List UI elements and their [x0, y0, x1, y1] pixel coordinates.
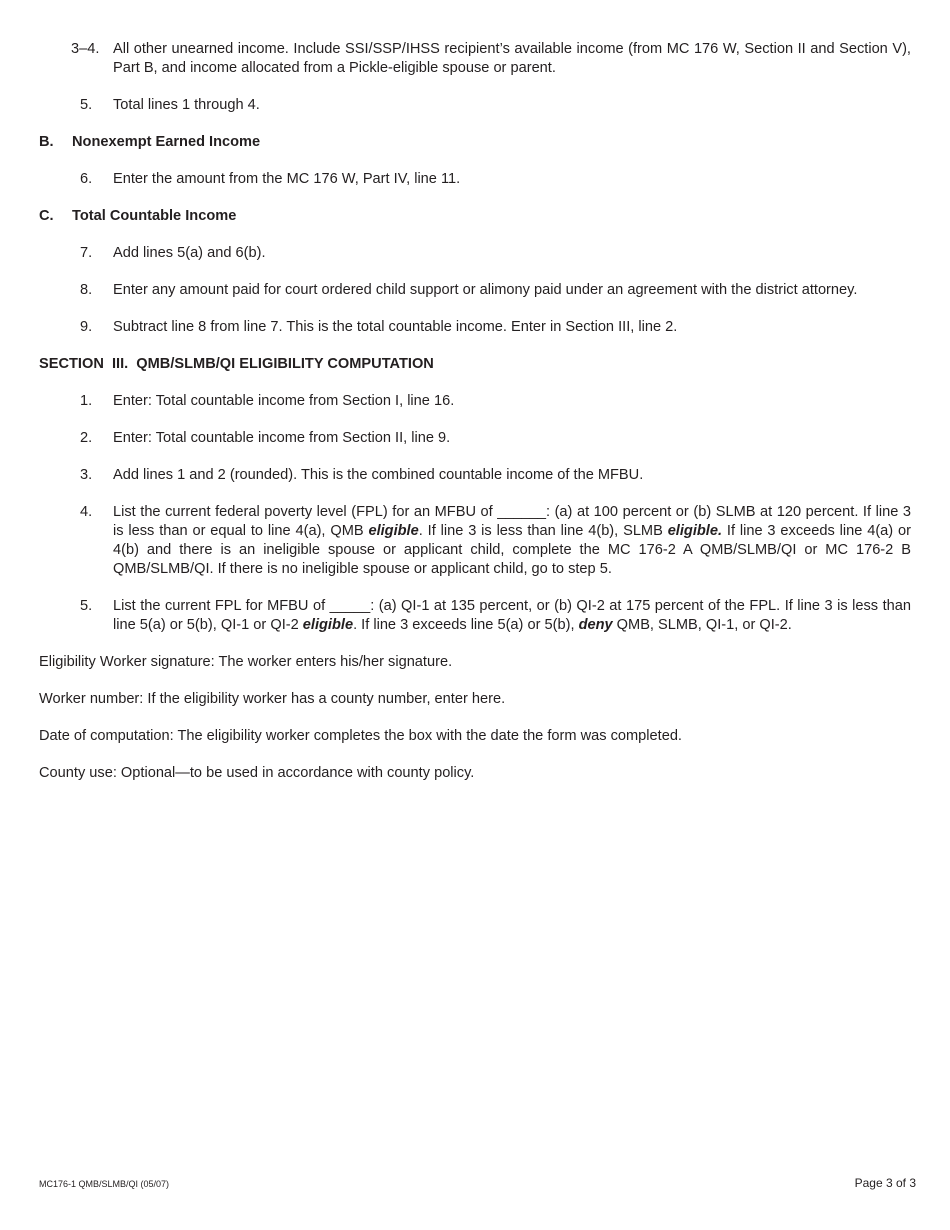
list-item	[39, 318, 911, 337]
list-item	[39, 392, 911, 411]
paragraph: Date of computation: The eligibility worker completes the box with the date the form was completed.	[39, 728, 682, 744]
list-item	[39, 40, 911, 78]
list-item	[39, 597, 911, 635]
paragraph: Eligibility Worker signature: The worker enters his/her signature.	[39, 654, 453, 670]
list-item	[39, 503, 911, 579]
item-text: Enter the amount from the MC 176 W, Part IV, line 11.	[113, 171, 461, 187]
item-number: 6.	[80, 171, 93, 187]
document-body	[39, 40, 911, 801]
form-id: MC176-1 QMB/SLMB/QI (05/07)	[39, 1179, 170, 1189]
item-text: All other unearned income. Include SSI/SSP/IHSS recipient’s available income (from MC 176 W, Section II and Section V), Part B, and income allocated from a Pickle-eligible spouse or parent.	[113, 41, 911, 76]
section-three-title: SECTION III. QMB/SLMB/QI ELIGIBILITY COMPUTATION	[39, 356, 434, 372]
list-item	[39, 429, 911, 448]
paragraph: Worker number: If the eligibility worker has a county number, enter here.	[39, 691, 506, 707]
item-number: 3.	[80, 467, 93, 483]
page-number: Page 3 of 3	[854, 1176, 916, 1190]
heading-title: Total Countable Income	[72, 208, 237, 224]
paragraph: County use: Optional—to be used in accordance with county policy.	[39, 765, 475, 781]
item-number: 3–4.	[71, 41, 100, 57]
item-number: 7.	[80, 245, 93, 261]
item-number: 4.	[80, 504, 93, 520]
item-text: Add lines 1 and 2 (rounded). This is the combined countable income of the MFBU.	[113, 467, 644, 483]
list-item	[39, 281, 911, 300]
item-number: 5.	[80, 97, 93, 113]
item-number: 1.	[80, 393, 93, 409]
heading-title: Nonexempt Earned Income	[72, 134, 261, 150]
item-text: Total lines 1 through 4.	[113, 97, 260, 113]
item-text: List the current FPL for MFBU of _____: (a) QI-1 at 135 percent, or (b) QI-2 at 175 percent of the FPL. If line 3 is less than line 5(a) or 5(b), QI-1 or QI-2 eligible. If line 3 exceeds line 5(a) or 5(b), deny QMB, SLMB, QI-1, or QI-2.	[113, 598, 911, 633]
list-item	[39, 170, 911, 189]
list-item	[39, 244, 911, 263]
item-text: Subtract line 8 from line 7. This is the total countable income. Enter in Section III, line 2.	[113, 319, 678, 335]
item-text: List the current federal poverty level (FPL) for an MFBU of ______: (a) at 100 percent or (b) SLMB at 120 percent. If line 3 is less than or equal to line 4(a), QMB eligible. If line 3 is less than line 4(b), SLMB eligible. If line 3 exceeds line 4(a) or 4(b) and there is an ineligible spouse or applicant child, complete the MC 176-2 A QMB/SLMB/QI or MC 176-2 B QMB/SLMB/QI. If there is no ineligible spouse or applicant child, go to step 5.	[113, 504, 911, 577]
item-number: 8.	[80, 282, 93, 298]
list-item	[39, 466, 911, 485]
list-item	[39, 96, 911, 115]
item-number: 5.	[80, 598, 93, 614]
item-text: Enter any amount paid for court ordered child support or alimony paid under an agreement with the district attorney.	[113, 282, 858, 298]
item-text: Enter: Total countable income from Section I, line 16.	[113, 393, 455, 409]
item-number: 2.	[80, 430, 93, 446]
item-text: Enter: Total countable income from Section II, line 9.	[113, 430, 451, 446]
section-heading-c	[39, 207, 911, 226]
heading-letter: B.	[39, 134, 54, 150]
item-text: Add lines 5(a) and 6(b).	[113, 245, 266, 261]
heading-letter: C.	[39, 208, 54, 224]
section-heading-b	[39, 133, 911, 152]
item-number: 9.	[80, 319, 93, 335]
